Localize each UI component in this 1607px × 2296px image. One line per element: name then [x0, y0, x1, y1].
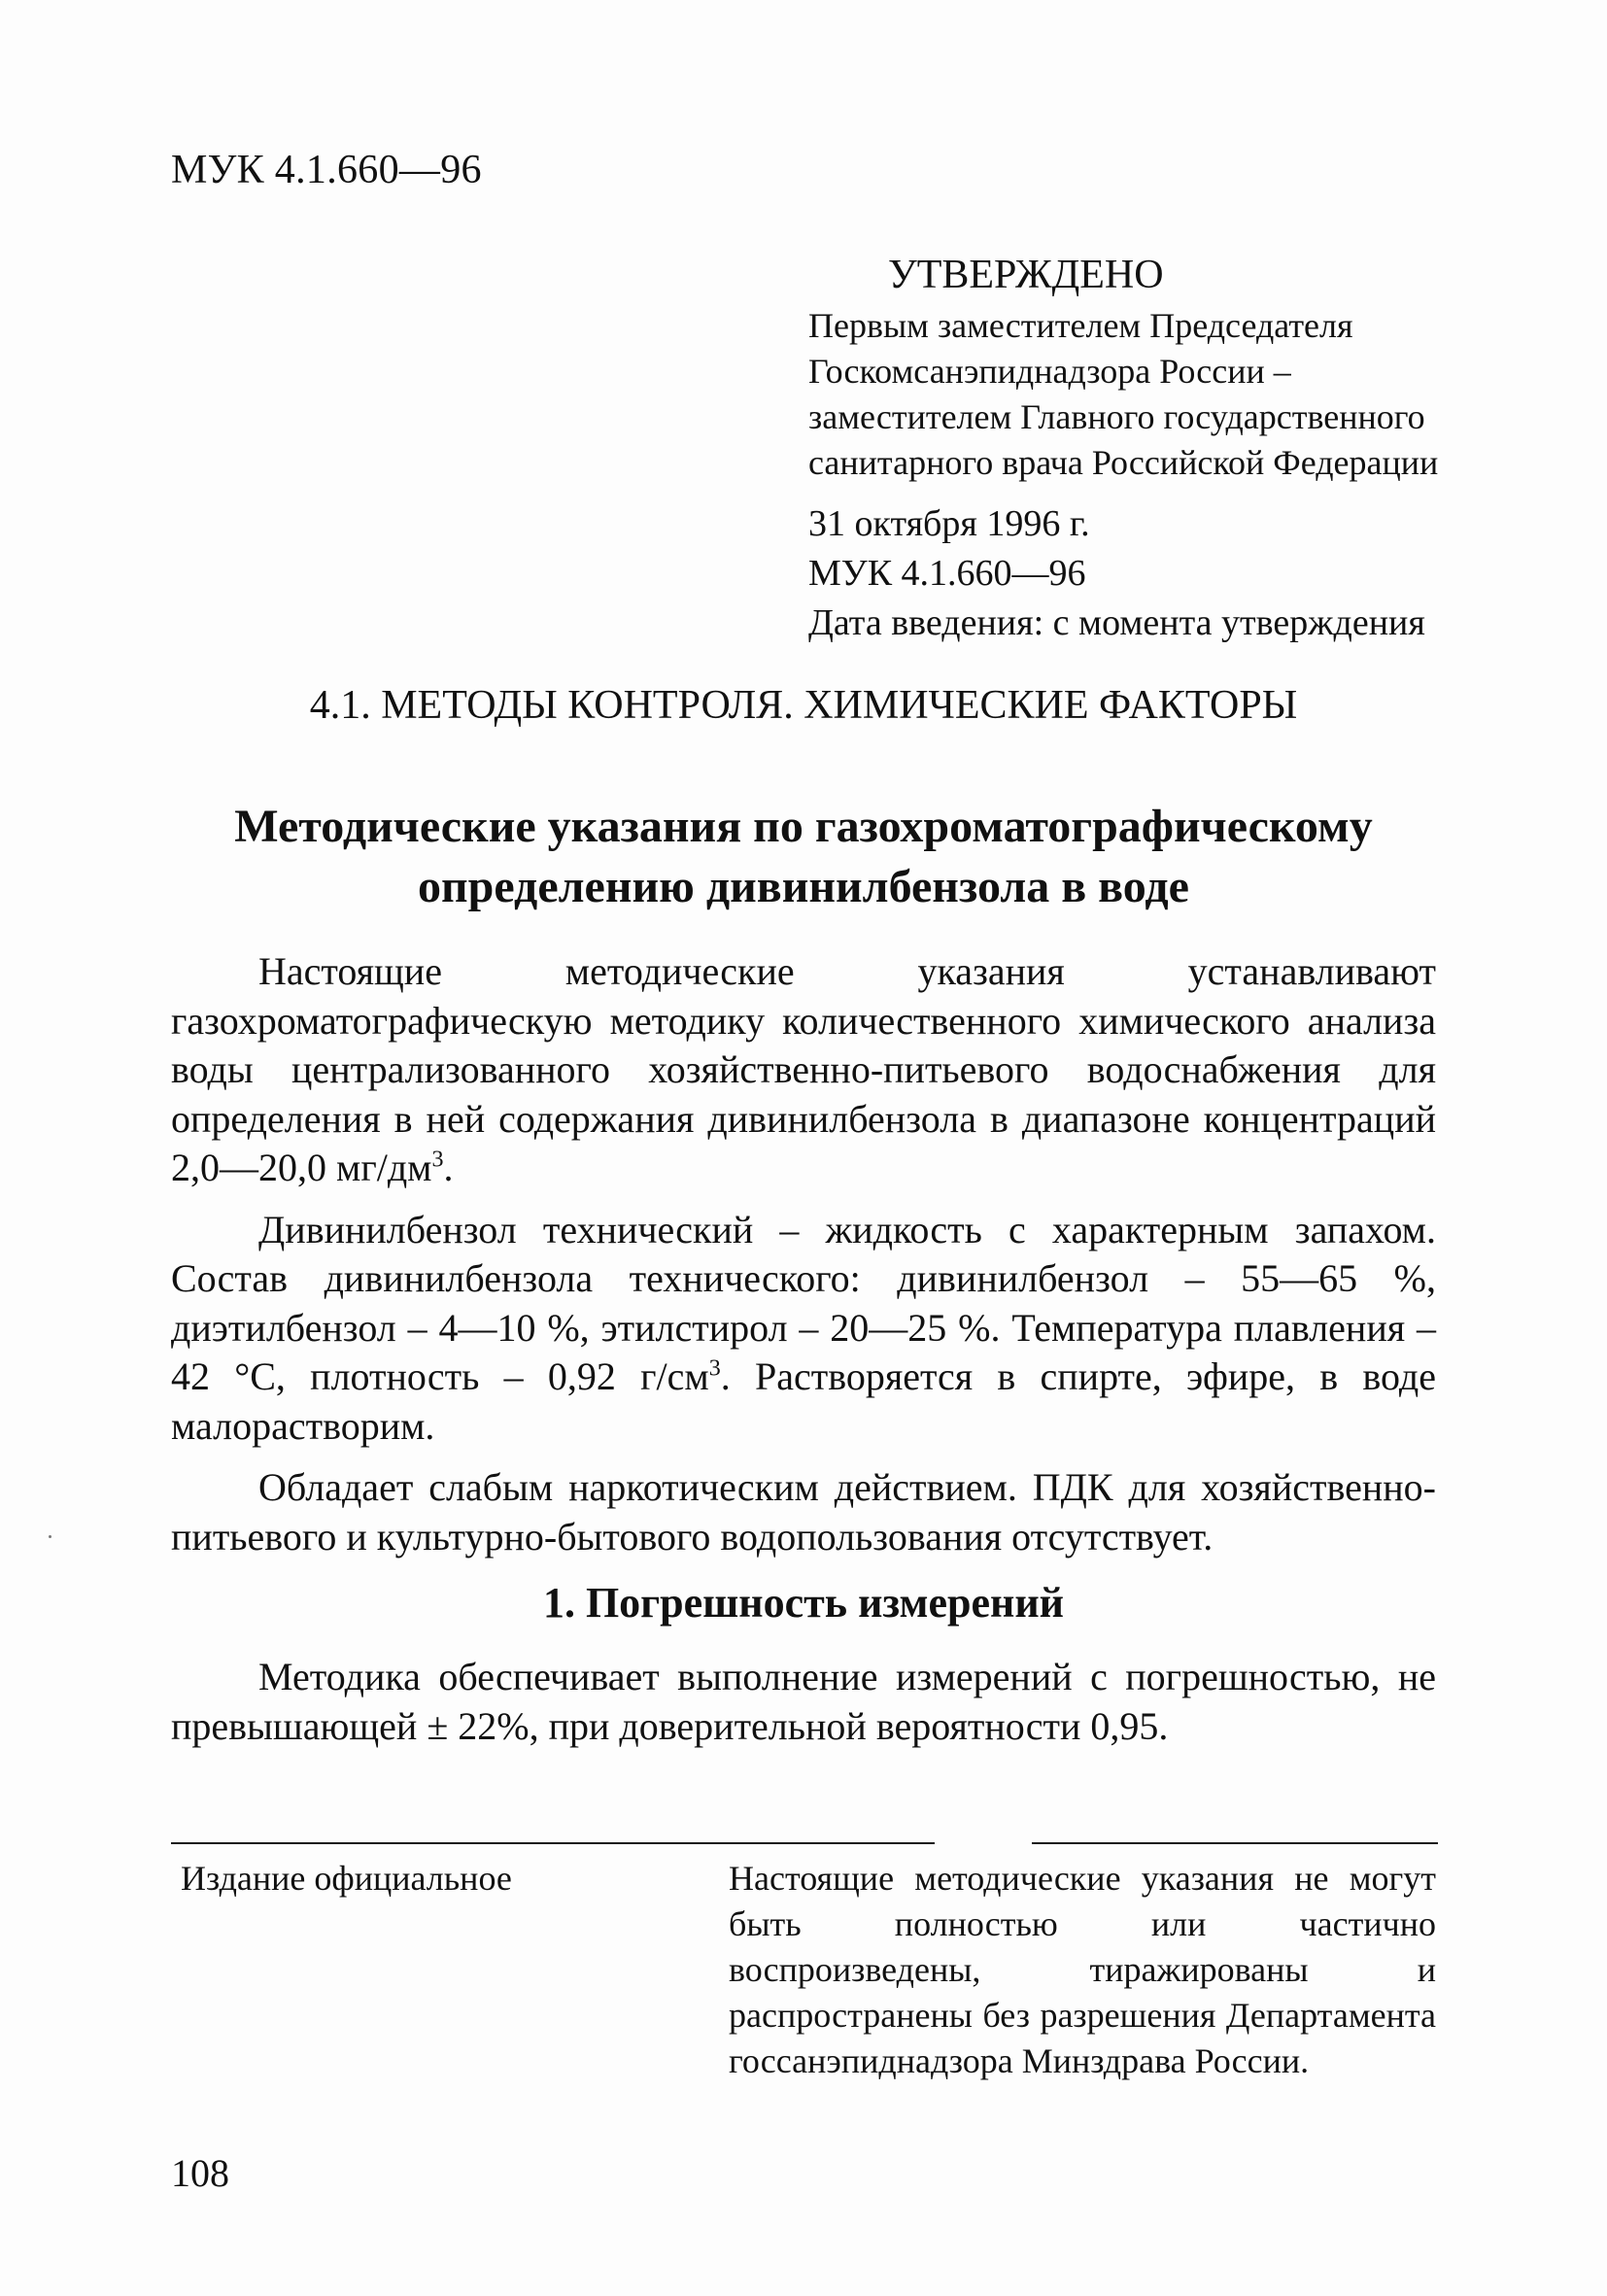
intro-paragraph-end: . — [443, 1146, 454, 1189]
approver-line: Госкомсанэпиднадзора России – — [808, 352, 1291, 391]
approval-doc-code: МУК 4.1.660—96 — [808, 553, 1086, 594]
approver-line: санитарного врача Российской Федерации — [808, 443, 1439, 482]
document-title-line: определению дивинилбензола в воде — [418, 861, 1189, 912]
section-header: 4.1. МЕТОДЫ КОНТРОЛЯ. ХИМИЧЕСКИЕ ФАКТОРЫ — [309, 683, 1298, 728]
section-paragraph: Методика обеспечивает выполнение измерений с погрешностью, не превышающей ± 22%, при доверительной вероятности 0,95. — [171, 1655, 1436, 1748]
intro-text — [171, 947, 1436, 1574]
approval-date: 31 октября 1996 г. — [808, 503, 1090, 544]
approver-line: заместителем Главного государственного — [808, 397, 1425, 436]
document-title-line: Методические указания по газохроматографическому — [234, 801, 1373, 852]
footer-divider — [171, 1842, 935, 1844]
superscript: 3 — [708, 1355, 721, 1382]
intro-paragraph: Обладает слабым наркотическим действием. ПДК для хозяйственно-питьевого и культурно-бытового водопользования отсутствует. — [171, 1465, 1436, 1559]
effective-date: Дата введения: с момента утверждения — [808, 602, 1425, 643]
intro-paragraph-text: Настоящие методические указания устанавливают газохроматографическую методику количественного химического анализа воды централизованного хозяйственно-питьевого водоснабжения для определения в ней содержания дивинилбензола в диапазоне концентраций 2,0—20,0 мг/дм — [171, 949, 1436, 1189]
approval-block — [808, 251, 1469, 648]
approval-title: УТВЕРЖДЕНО — [888, 253, 1164, 297]
official-edition-note: Издание официальное — [181, 1859, 512, 1898]
section-text — [171, 1652, 1436, 1751]
intro-paragraph — [171, 947, 1436, 1193]
intro-paragraph — [171, 1206, 1436, 1452]
approval-meta — [808, 499, 1469, 648]
page-number: 108 — [171, 2151, 229, 2195]
copyright-note: Настоящие методические указания не могут быть полностью или частично воспроизведены, тиражированы и распространены без разрешения Департамента госсанэпиднадзора Минздрава России. — [729, 1859, 1436, 2080]
approver-line: Первым заместителем Председателя — [808, 306, 1353, 345]
intro-paragraph-text: Дивинилбензол технический – жидкость с характерным запахом. Состав дивинилбензола технического: дивинилбензол – 55—65 %, диэтилбензол – 4—10 %, этилстирол – 20—25 %. Температура плавления – 42 °С, плотность – 0,92 г/см — [171, 1207, 1436, 1398]
footer-divider — [1032, 1842, 1438, 1844]
superscript: 3 — [431, 1147, 444, 1173]
scan-speck — [49, 1535, 51, 1538]
section-heading: 1. Погрешность измерений — [542, 1579, 1065, 1627]
document-code: МУК 4.1.660—96 — [171, 148, 482, 192]
intro-paragraph-text: . Растворяется в спирте, эфире, в воде малорастворим. — [171, 1354, 1436, 1448]
document-title — [171, 797, 1436, 917]
